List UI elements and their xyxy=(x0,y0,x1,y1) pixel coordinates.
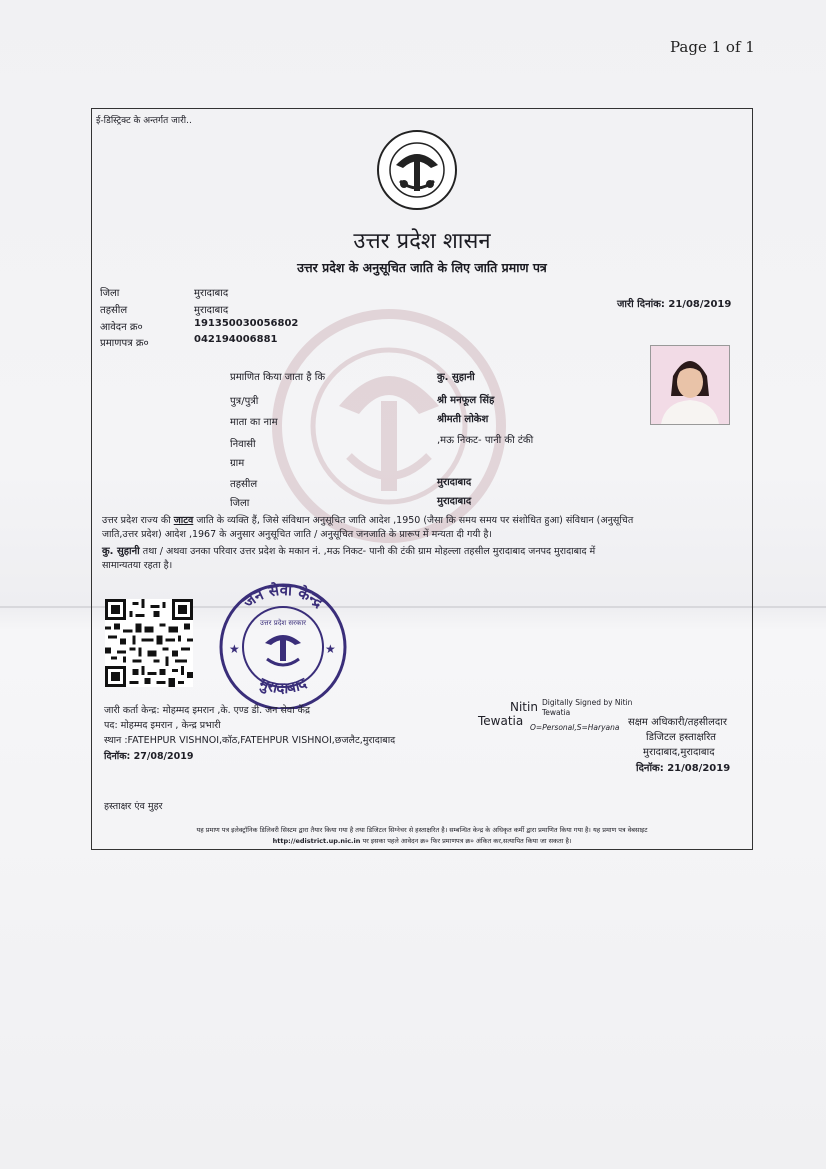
watermark-emblem-icon xyxy=(269,306,509,546)
field-label-resident: निवासी xyxy=(230,439,256,450)
residence-statement-paragraph xyxy=(102,545,747,573)
tehsil-value: मुरादाबाद xyxy=(194,305,229,316)
certificate-frame xyxy=(91,108,753,850)
up-government-emblem-icon xyxy=(376,129,458,211)
issuing-center-place: स्थान :FATEHPUR VISHNOI,कॉठ,FATEHPUR VISHNOI,छजलैट,मुरादाबाद xyxy=(104,735,396,746)
caste-name: जाटव xyxy=(173,515,194,526)
seal-bottom-text: मुरादाबाद xyxy=(256,673,310,698)
field-value-name: कु. सुहानी xyxy=(437,372,475,383)
jan-seva-kendra-seal-icon xyxy=(213,579,353,709)
government-title: उत्तर प्रदेश शासन xyxy=(353,229,491,254)
application-number-label: आवेदन क्र० xyxy=(100,322,143,333)
application-number-value: 191350030056802 xyxy=(194,318,299,329)
field-label-certified: प्रमाणित किया जाता है कि xyxy=(230,372,326,383)
page-number: Page 1 of 1 xyxy=(670,38,755,56)
authority-date: दिनॉक: 21/08/2019 xyxy=(636,763,731,774)
field-value-mother: श्रीमती लोकेश xyxy=(437,414,489,425)
tehsil-label: तहसील xyxy=(100,305,128,316)
caste-statement-rest: जाति के व्यक्ति हैं, जिसे संविधान अनुसूचित जाति आदेश ,1950 (जैसा कि समय समय पर संशोधित हुआ) संविधान (अनुसूचित xyxy=(196,515,634,526)
field-value-district: मुरादाबाद xyxy=(437,496,472,507)
svg-text:★: ★ xyxy=(229,642,240,656)
footer-line1: यह प्रमाण पत्र इलेक्ट्रॉनिक डिलिवरी सिस्टम द्वारा तैयार किया गया है तथा डिजिटल सिग्नेचर से हस्ताक्षरित है। सम्बन्धित केन्द्र के अधिकृत कर्मी द्वारा प्रमाणित किया गया है। यह प्रमाण पत्र वेबसाइट xyxy=(196,826,648,834)
caste-statement-line2: जाति,उत्तर प्रदेश) आदेश ,1967 के अनुसार अनुसूचित जाति / अनुसूचित जनजाति के प्रारूप में मन्यता दी गयी है। xyxy=(102,529,492,540)
signature-name-last: Tewatia xyxy=(478,714,524,728)
caste-statement-start: उत्तर प्रदेश राज्य की xyxy=(102,515,171,526)
field-label-village: ग्राम xyxy=(230,458,245,469)
field-label-parent: पुत्र/पुत्री xyxy=(230,396,259,407)
district-value: मुरादाबाद xyxy=(194,288,229,299)
field-label-mother: माता का नाम xyxy=(230,417,278,428)
authority-location: मुरादाबाद,मुरादाबाद xyxy=(643,747,715,758)
certificate-number-value: 042194006881 xyxy=(194,334,278,345)
svg-text:मुरादाबाद xyxy=(255,674,310,698)
authority-title: सक्षम अधिकारी/तहसीलदार xyxy=(628,717,727,728)
authority-digital-signed: डिजिटल हस्ताक्षरित xyxy=(646,732,716,743)
applicant-photo xyxy=(650,345,730,425)
certificate-title: उत्तर प्रदेश के अनुसूचित जाति के लिए जाति प्रमाण पत्र xyxy=(297,260,547,275)
issuing-center-post: पद: मोहम्मद इमरान , केन्द्र प्रभारी xyxy=(104,720,221,731)
field-value-parent: श्री मनफूल सिंह xyxy=(437,395,495,406)
district-label: जिला xyxy=(100,288,120,299)
qr-code xyxy=(105,599,193,687)
seal-top-text: जन सेवा केन्द्र xyxy=(239,580,327,612)
signature-details: O=Personal,S=Haryana xyxy=(530,723,620,732)
field-value-resident: ,मऊ निकट- पानी की टंकी xyxy=(437,435,534,446)
issue-date: जारी दिनांक: 21/08/2019 xyxy=(617,299,732,310)
certificate-number-label: प्रमाणपत्र क्र० xyxy=(100,338,149,349)
issuing-center-date: दिनॉक: 27/08/2019 xyxy=(104,751,194,762)
footer-line2-text: पर इसका पहले आवेदन क्र० फिर प्रमाणपत्र क्र० अंकित कर,सत्यापित किया जा सकता है। xyxy=(362,837,572,845)
caste-statement-paragraph xyxy=(102,514,747,542)
issuer-note: ई-डिस्ट्रिक्ट के अन्तर्गत जारी.. xyxy=(96,116,192,126)
issuing-center-line: जारी कर्ता केन्द्र: मोहम्मद इमरान ,के. एण्ड डी. जन सेवा केंद्र xyxy=(104,705,310,716)
verification-url: http://edistrict.up.nic.in xyxy=(272,837,361,845)
verification-footer xyxy=(92,825,752,847)
field-label-district: जिला xyxy=(230,498,250,509)
signature-name-first: Nitin xyxy=(510,700,538,714)
field-label-tehsil: तहसील xyxy=(230,479,258,490)
signature-signed-by: Digitally Signed by Nitin xyxy=(542,698,633,707)
seal-inner-text: उत्तर प्रदेश सरकार xyxy=(259,619,307,627)
footer-line2 xyxy=(92,836,752,847)
residence-person-name: कु. सुहानी xyxy=(102,546,140,557)
field-value-tehsil: मुरादाबाद xyxy=(437,477,472,488)
residence-statement-line2: सामान्यतया रहता है। xyxy=(102,560,173,571)
svg-text:★: ★ xyxy=(325,642,336,656)
signature-seal-label: हस्ताक्षर एंव मुहर xyxy=(104,801,163,812)
signature-signed-by-2: Tewatia xyxy=(542,708,571,717)
residence-statement-text: तथा / अथवा उनका परिवार उत्तर प्रदेश के मकान नं. ,मऊ निकट- पानी की टंकी ग्राम मोहल्ला तहसील मुरादाबाद जनपद मुरादाबाद में xyxy=(142,546,596,557)
